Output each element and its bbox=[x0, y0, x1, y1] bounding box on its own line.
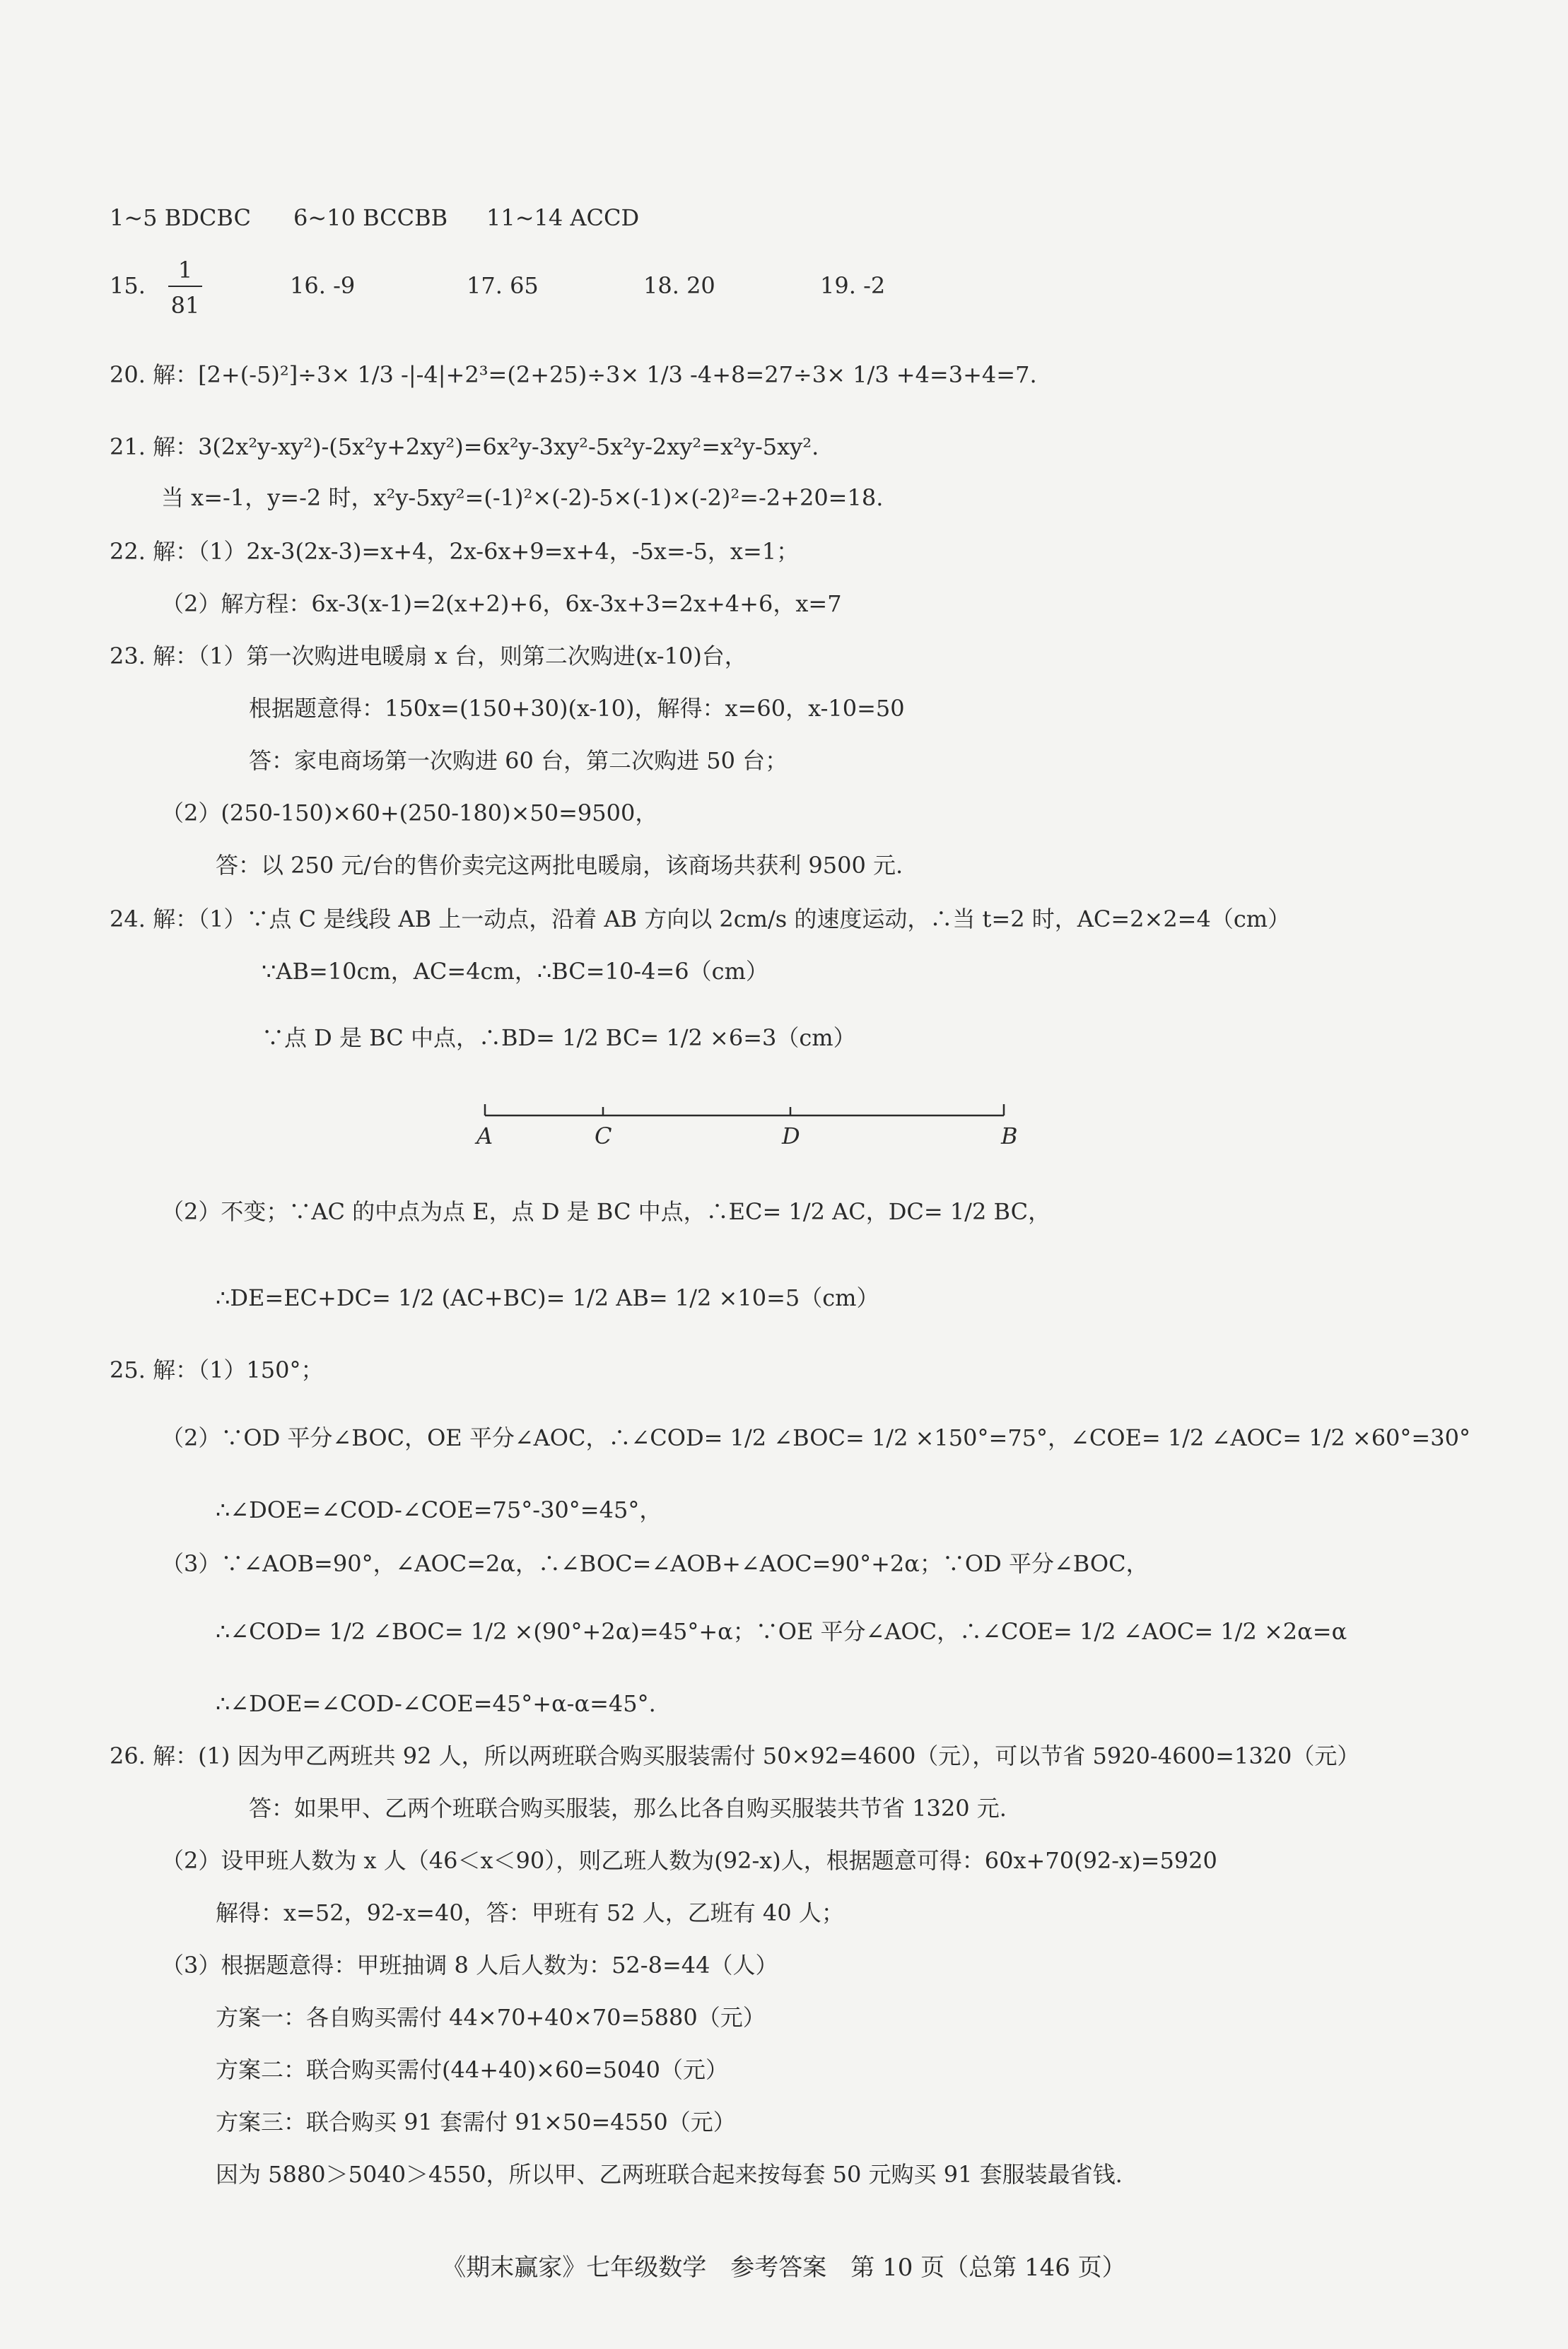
page-footer: 《期末赢家》七年级数学 参考答案 第 10 页（总第 146 页） bbox=[442, 2254, 1126, 2282]
label-d: D bbox=[782, 1123, 800, 1149]
q20-solution: 20. 解：[2+(-5)²]÷3× 1/3 -|-4|+2³=(2+25)÷3× 1/3 -4+8=27÷3× 1/3 +4=3+4=7. bbox=[110, 361, 1037, 388]
label-a: A bbox=[476, 1123, 493, 1149]
q17-answer: 17. 65 bbox=[467, 272, 539, 299]
q15-fraction-top: 1 bbox=[177, 257, 193, 283]
q22-line-1: 22. 解：（1）2x-3(2x-3)=x+4，2x-6x+9=x+4，-5x=-5，x=1； bbox=[110, 538, 800, 565]
q21-line-2: 当 x=-1，y=-2 时，x²y-5xy²=(-1)²×(-2)-5×(-1)×(-2)²=-2+20=18. bbox=[161, 484, 884, 511]
q25-line-2: （2）∵OD 平分∠BOC，OE 平分∠AOC，∴∠COD= 1/2 ∠BOC= 1/2 ×150°=75°，∠COE= 1/2 ∠AOC= 1/2 ×60°=30° bbox=[161, 1424, 1470, 1451]
q26-line-7: 方案二：联合购买需付(44+40)×60=5040（元） bbox=[216, 2056, 729, 2083]
q26-line-9: 因为 5880＞5040＞4550，所以甲、乙两班联合起来按每套 50 元购买 91 套服装最省钱. bbox=[216, 2161, 1123, 2188]
q26-line-6: 方案一：各自购买需付 44×70+40×70=5880（元） bbox=[216, 2004, 766, 2031]
q21-line-1: 21. 解：3(2x²y-xy²)-(5x²y+2xy²)=6x²y-3xy²-5x²y-2xy²=x²y-5xy². bbox=[110, 433, 819, 460]
label-c: C bbox=[595, 1123, 612, 1149]
q18-answer: 18. 20 bbox=[643, 272, 715, 299]
q23-line-3: 答：家电商场第一次购进 60 台，第二次购进 50 台； bbox=[249, 747, 788, 774]
q26-line-4: 解得：x=52，92-x=40，答：甲班有 52 人，乙班有 40 人； bbox=[216, 1899, 844, 1926]
q24-line-3: ∵点 D 是 BC 中点，∴BD= 1/2 BC= 1/2 ×6=3（cm） bbox=[262, 1024, 856, 1051]
q24-line-4: （2）不变；∵AC 的中点为点 E，点 D 是 BC 中点，∴EC= 1/2 AC，DC= 1/2 BC， bbox=[161, 1198, 1051, 1225]
label-b: B bbox=[1001, 1123, 1018, 1149]
q26-line-8: 方案三：联合购买 91 套需付 91×50=4550（元） bbox=[216, 2109, 736, 2136]
q24-line-1: 24. 解：（1）∵点 C 是线段 AB 上一动点，沿着 AB 方向以 2cm/s 的速度运动，∴当 t=2 时，AC=2×2=4（cm） bbox=[110, 906, 1291, 932]
q26-line-1: 26. 解：(1) 因为甲乙两班共 92 人，所以两班联合购买服装需付 50×92=4600（元），可以节省 5920-4600=1320（元） bbox=[110, 1742, 1360, 1769]
q23-line-2: 根据题意得：150x=(150+30)(x-10)，解得：x=60，x-10=50 bbox=[249, 695, 905, 722]
q23-line-5: 答：以 250 元/台的售价卖完这两批电暖扇，该商场共获利 9500 元. bbox=[216, 852, 903, 879]
q22-line-2: （2）解方程：6x-3(x-1)=2(x+2)+6，6x-3x+3=2x+4+6，x=7 bbox=[161, 590, 842, 617]
q25-line-1: 25. 解：（1）150°； bbox=[110, 1357, 324, 1383]
q23-line-4: （2）(250-150)×60+(250-180)×50=9500， bbox=[161, 799, 658, 826]
q19-answer: 19. -2 bbox=[820, 272, 886, 299]
q23-line-1: 23. 解：（1）第一次购进电暖扇 x 台，则第二次购进(x-10)台， bbox=[110, 643, 747, 669]
q25-line-4: （3）∵∠AOB=90°，∠AOC=2α，∴∠BOC=∠AOB+∠AOC=90°+2α；∵OD 平分∠BOC， bbox=[161, 1550, 1149, 1577]
q16-answer: 16. -9 bbox=[290, 272, 356, 299]
q15-fraction-bottom: 81 bbox=[170, 292, 200, 319]
q15-number: 15. bbox=[110, 272, 146, 299]
q24-line-2: ∵AB=10cm，AC=4cm，∴BC=10-4=6（cm） bbox=[262, 958, 768, 985]
q25-line-6: ∴∠DOE=∠COD-∠COE=45°+α-α=45°. bbox=[216, 1690, 656, 1717]
mc-answers-1-5: 1~5 BDCBC bbox=[110, 204, 251, 231]
q25-line-5: ∴∠COD= 1/2 ∠BOC= 1/2 ×(90°+2α)=45°+α；∵OE 平分∠AOC，∴∠COE= 1/2 ∠AOC= 1/2 ×2α=α bbox=[216, 1618, 1347, 1645]
mc-answers-11-14: 11~14 ACCD bbox=[486, 204, 640, 231]
q25-line-3: ∴∠DOE=∠COD-∠COE=75°-30°=45°， bbox=[216, 1496, 662, 1523]
mc-answers-6-10: 6~10 BCCBB bbox=[293, 204, 448, 231]
q26-line-2: 答：如果甲、乙两个班联合购买服装，那么比各自购买服装共节省 1320 元. bbox=[249, 1795, 1007, 1822]
q26-line-3: （2）设甲班人数为 x 人（46＜x＜90），则乙班人数为(92-x)人，根据题意可得：60x+70(92-x)=5920 bbox=[161, 1847, 1217, 1874]
q26-line-5: （3）根据题意得：甲班抽调 8 人后人数为：52-8=44（人） bbox=[161, 1952, 778, 1979]
q24-line-5: ∴DE=EC+DC= 1/2 (AC+BC)= 1/2 AB= 1/2 ×10=5（cm） bbox=[216, 1284, 879, 1311]
